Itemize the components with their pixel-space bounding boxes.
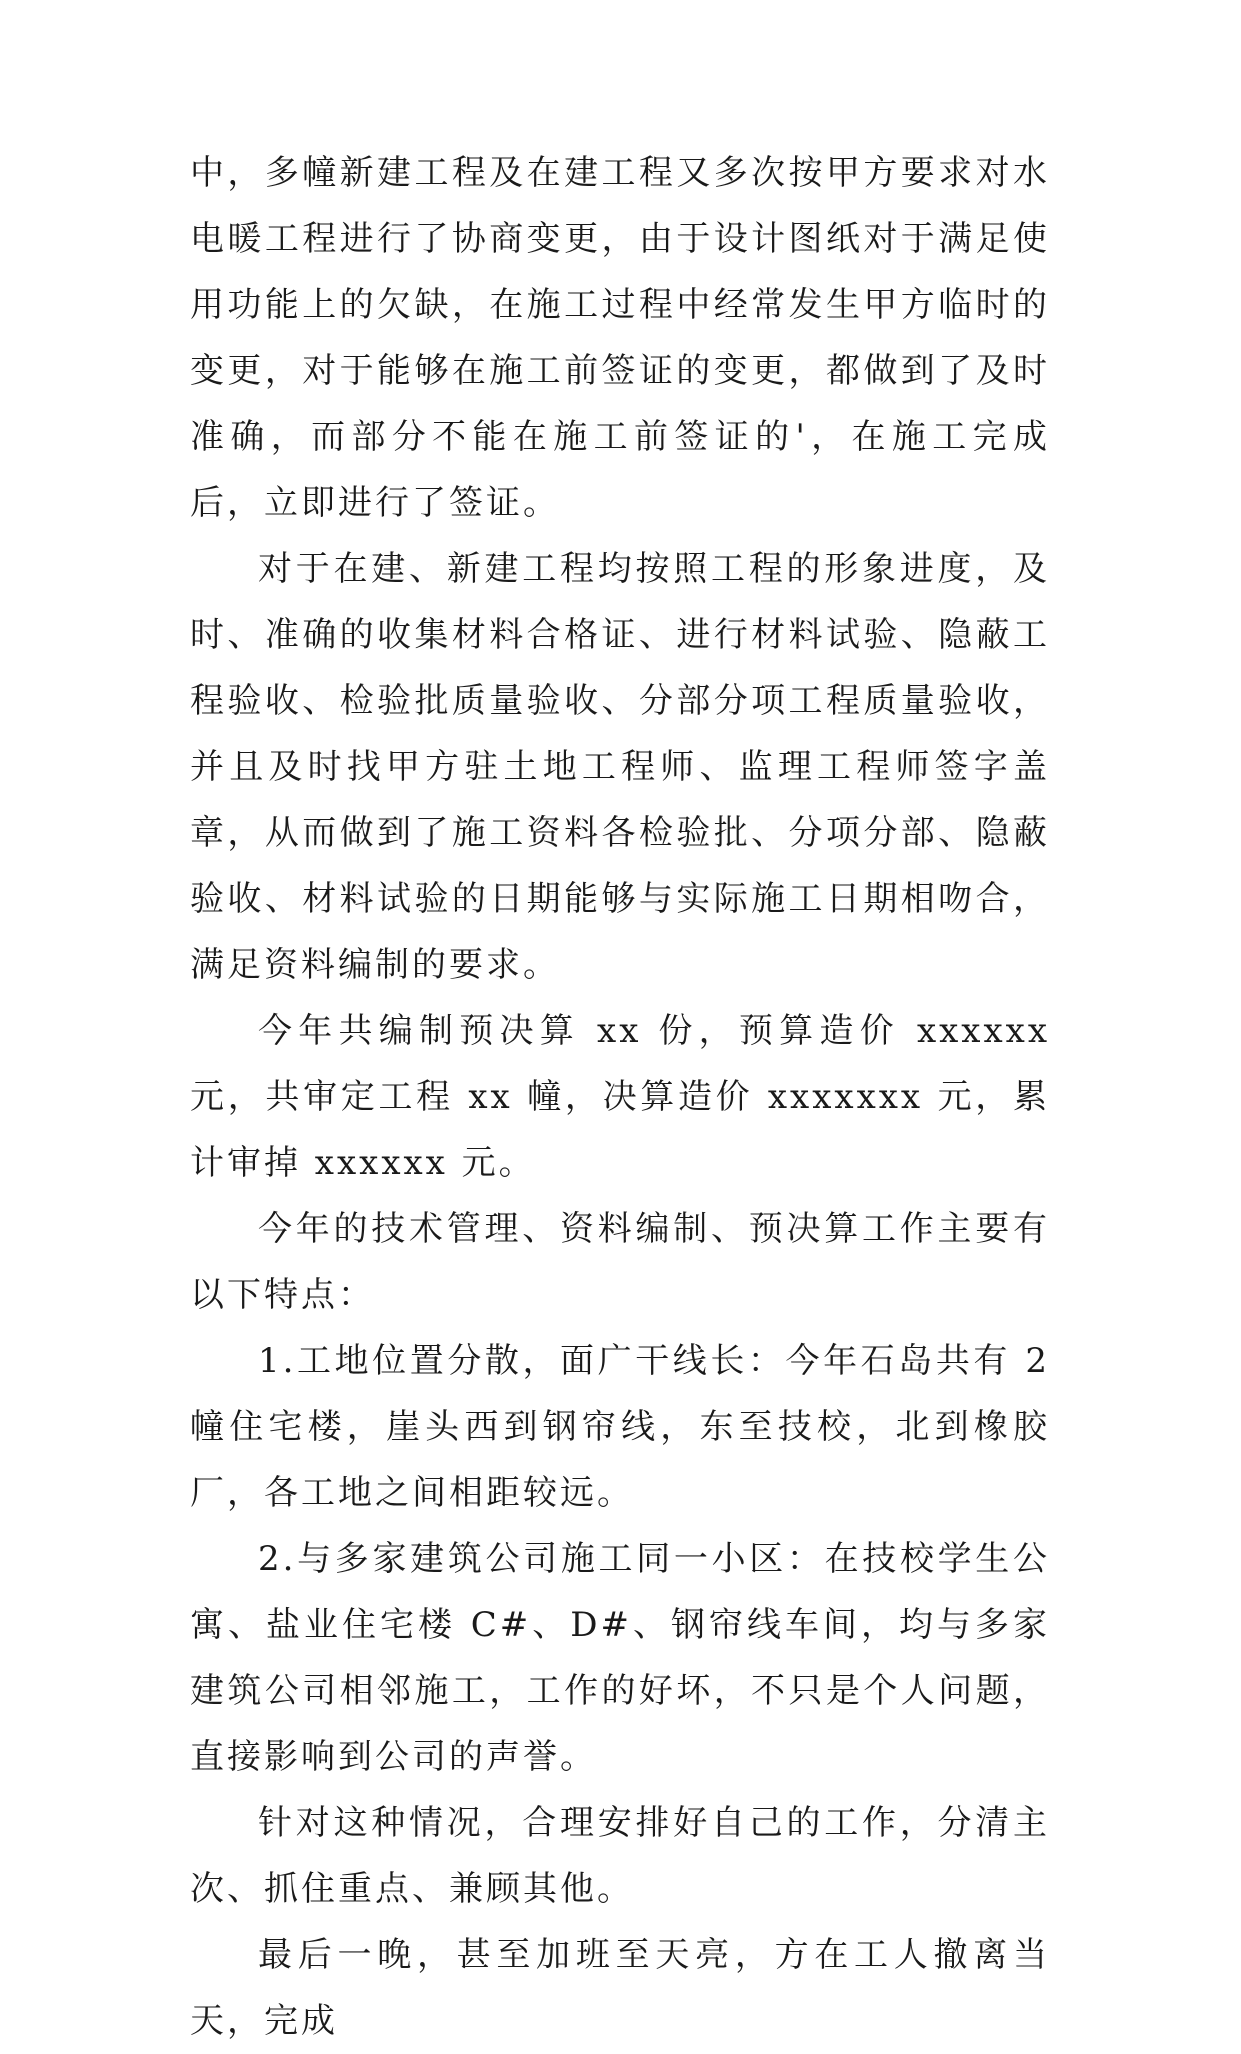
document-body	[190, 140, 1050, 2054]
paragraph-feature-1: 1.工地位置分散，面广干线长：今年石岛共有 2 幢住宅楼，崖头西到钢帘线，东至技校，北到橡胶厂，各工地之间相距较远。	[190, 1341, 1050, 1513]
paragraph-response: 针对这种情况，合理安排好自己的工作，分清主次、抓住重点、兼顾其他。	[190, 1803, 1050, 1909]
paragraph-budget: 今年共编制预决算 xx 份，预算造价 xxxxxx 元，共审定工程 xx 幢，决算造价 xxxxxxx 元，累计审掉 xxxxxx 元。	[190, 1011, 1050, 1183]
paragraph-acceptance: 对于在建、新建工程均按照工程的形象进度，及时、准确的收集材料合格证、进行材料试验、隐蔽工程验收、检验批质量验收、分部分项工程质量验收，并且及时找甲方驻土地工程师、监理工程师签字盖章，从而做到了施工资料各检验批、分项分部、隐蔽验收、材料试验的日期能够与实际施工日期相吻合，满足资料编制的要求。	[190, 549, 1050, 985]
paragraph-feature-2: 2.与多家建筑公司施工同一小区：在技校学生公寓、盐业住宅楼 C#、D#、钢帘线车间，均与多家建筑公司相邻施工，工作的好坏，不只是个人问题，直接影响到公司的声誉。	[190, 1539, 1050, 1777]
paragraph-continuation: 中，多幢新建工程及在建工程又多次按甲方要求对水电暖工程进行了协商变更，由于设计图纸对于满足使用功能上的欠缺，在施工过程中经常发生甲方临时的变更，对于能够在施工前签证的变更，都做到了及时准确，而部分不能在施工前签证的'，在施工完成后，立即进行了签证。	[190, 153, 1050, 523]
paragraph-features-intro: 今年的技术管理、资料编制、预决算工作主要有以下特点：	[190, 1209, 1050, 1315]
paragraph-final: 最后一晚，甚至加班至天亮，方在工人撤离当天，完成	[190, 1935, 1050, 2041]
